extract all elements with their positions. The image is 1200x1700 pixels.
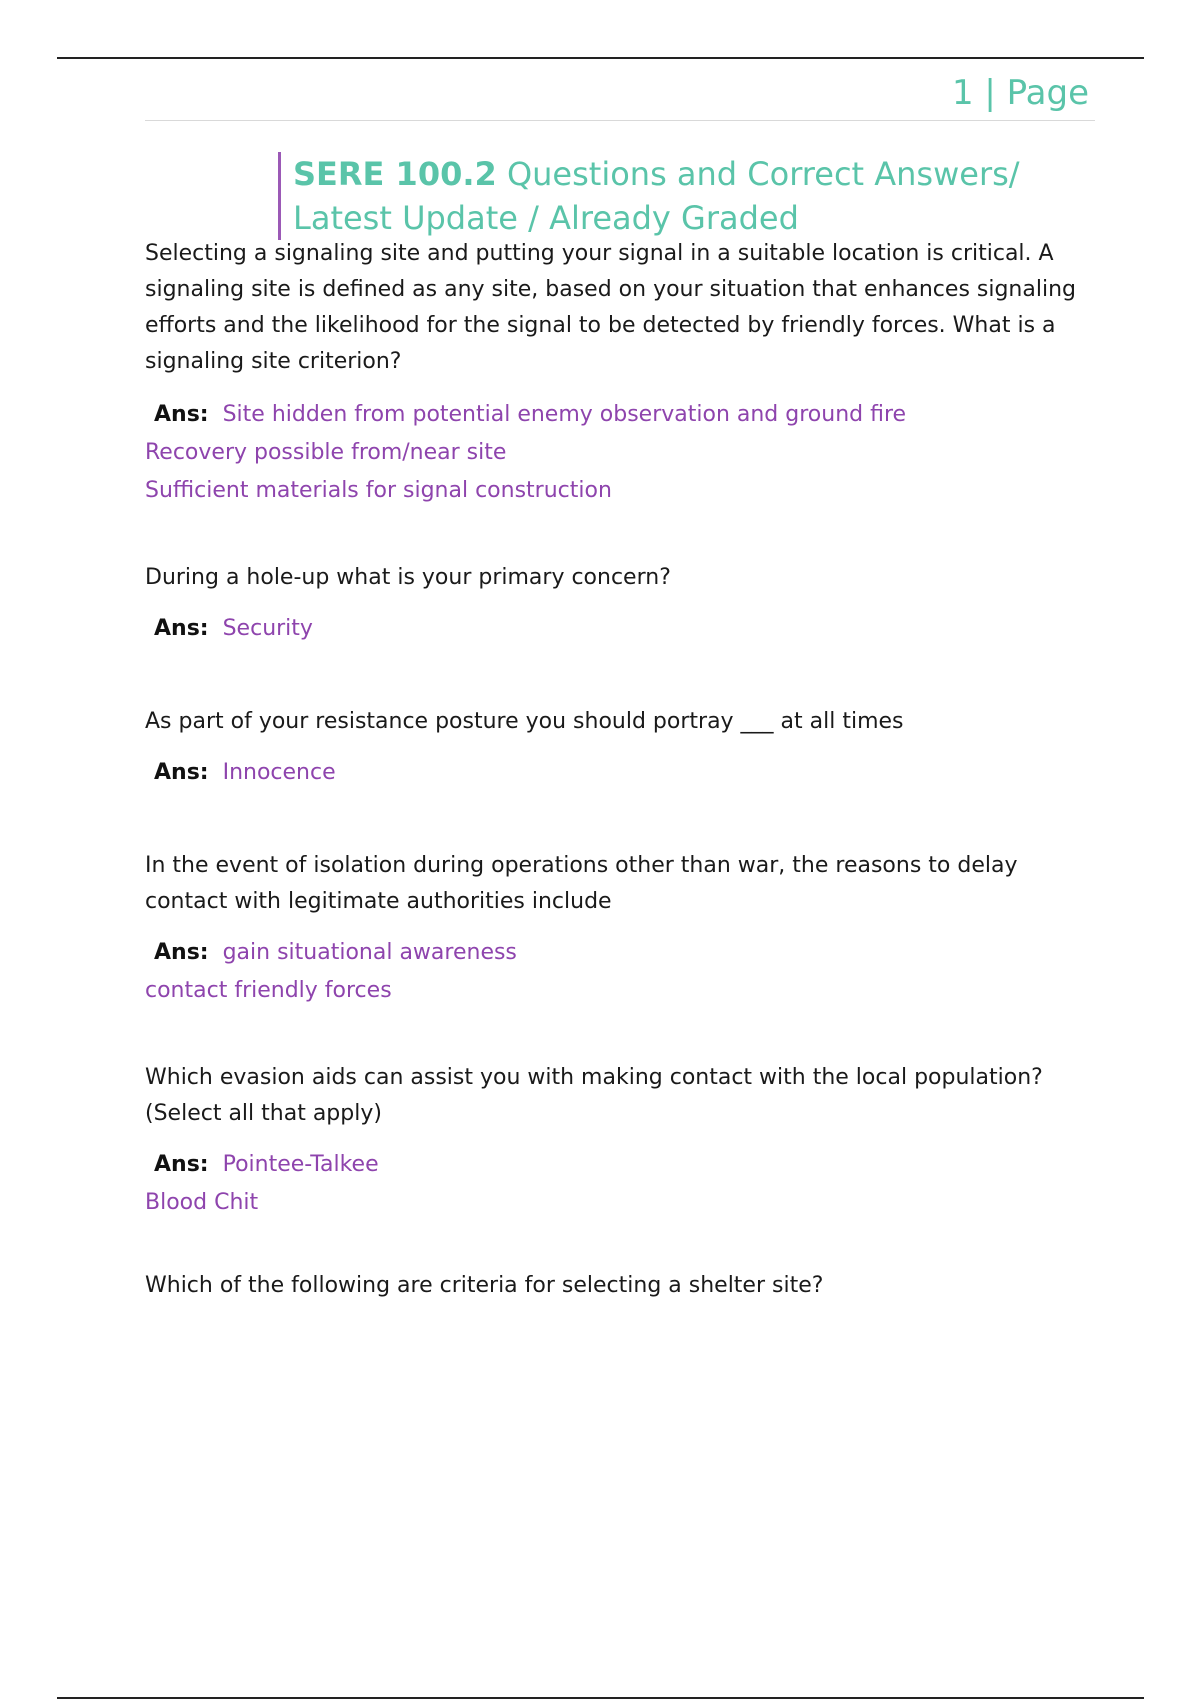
spacer [145, 792, 1085, 848]
answer-label: Ans: [154, 402, 209, 427]
question-text: Selecting a signaling site and putting your signal in a suitable location is critical. A signaling site is defined as any site, based on your situation that enhances signaling efforts and the likelihood for the signal to be detected by friendly forces. What is a signaling site criterion? [145, 241, 1076, 374]
bottom-rule [57, 1697, 1144, 1699]
answer-text: Recovery possible from/near site [145, 440, 507, 465]
title-line-2: Latest Update / Already Graded [293, 199, 799, 237]
answer-label: Ans: [154, 940, 209, 965]
question-text: During a hole-up what is your primary concern? [145, 565, 671, 590]
answer-row [145, 396, 1085, 434]
qa-item [145, 1060, 1085, 1222]
question-text: Which of the following are criteria for selecting a shelter site? [145, 1273, 824, 1298]
qa-content [145, 236, 1085, 1304]
title-strong: SERE 100.2 [293, 155, 497, 193]
answer-label: Ans: [154, 1152, 209, 1177]
title-line-1 [293, 152, 1053, 196]
answer-row [145, 610, 1085, 648]
answer-row [145, 1146, 1085, 1184]
answer-text: Site hidden from potential enemy observation and ground fire [222, 402, 907, 427]
spacer [145, 1222, 1085, 1268]
page-number: 1 | Page [951, 73, 1089, 113]
question-text: As part of your resistance posture you should portray ___ at all times [145, 709, 904, 734]
answer-text: Innocence [222, 760, 336, 785]
spacer [145, 1010, 1085, 1060]
qa-item [145, 560, 1085, 648]
spacer [145, 510, 1085, 560]
document-title [278, 152, 1053, 240]
title-rest: Questions and Correct Answers/ [496, 155, 1020, 193]
qa-item [145, 704, 1085, 792]
answer-text: Blood Chit [145, 1190, 259, 1215]
answer-text: contact friendly forces [145, 978, 392, 1003]
top-rule [57, 57, 1144, 59]
spacer [145, 648, 1085, 704]
qa-item [145, 848, 1085, 1010]
answer-text: Security [222, 616, 313, 641]
answer-text: Sufficient materials for signal construction [145, 478, 612, 503]
answer-row [145, 754, 1085, 792]
answer-text: gain situational awareness [222, 940, 517, 965]
question-text: In the event of isolation during operations other than war, the reasons to delay contact with legitimate authorities include [145, 853, 1018, 914]
question-text: Which evasion aids can assist you with making contact with the local population? (Select all that apply) [145, 1065, 1043, 1126]
answer-label: Ans: [154, 760, 209, 785]
qa-item [145, 1268, 1085, 1304]
qa-item [145, 236, 1085, 510]
answer-row [145, 934, 1085, 972]
page-header [145, 70, 1095, 121]
answer-text: Pointee-Talkee [222, 1152, 379, 1177]
answer-label: Ans: [154, 616, 209, 641]
